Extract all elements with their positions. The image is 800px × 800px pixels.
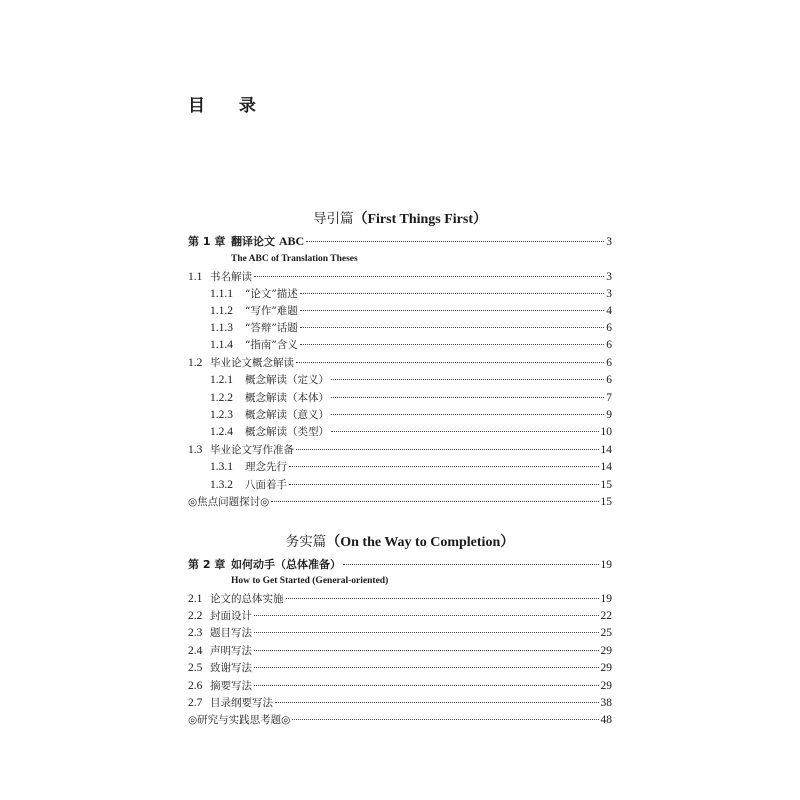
section-title: 目录纲要写法	[210, 697, 273, 709]
page-number: 19	[600, 593, 612, 605]
dot-leader	[300, 293, 605, 294]
toc-entry[interactable]	[188, 608, 612, 625]
dot-leader	[296, 449, 599, 450]
dot-leader	[254, 632, 599, 633]
toc-entry[interactable]	[188, 269, 612, 286]
part-heading	[188, 530, 612, 551]
section-title: 概念解读（意义）	[245, 409, 329, 421]
part-heading-cn: 务实篇	[285, 534, 327, 550]
page-number: 15	[600, 479, 612, 491]
toc-entry[interactable]	[188, 442, 612, 459]
chapter-entry[interactable]	[188, 556, 612, 573]
page-number: 4	[606, 305, 612, 317]
part-heading-cn: 导引篇	[312, 211, 354, 227]
section-number: 1.2.4	[210, 426, 233, 438]
page-number: 9	[606, 409, 612, 421]
dot-leader	[343, 564, 599, 565]
section-number: 1.2	[188, 357, 203, 369]
section-title: 概念解读（类型）	[245, 426, 329, 438]
dot-leader	[306, 241, 604, 242]
toc-entry[interactable]	[210, 303, 612, 320]
section-number: 1.1.4	[210, 339, 233, 351]
part-heading-en: （First Things First）	[353, 212, 488, 227]
section-title: “写作”难题	[245, 305, 298, 317]
page-number: 19	[600, 559, 612, 571]
dot-leader	[271, 501, 598, 502]
toc-entry[interactable]	[188, 625, 612, 642]
chapter-number: 第 1 章	[188, 235, 226, 248]
toc-entry[interactable]	[210, 477, 612, 494]
section-number: 1.2.2	[210, 392, 233, 404]
section-title: 毕业论文概念解读	[210, 357, 294, 369]
section-number: 1.3.1	[210, 461, 233, 473]
section-number: 1.1	[188, 271, 203, 283]
page-number: 22	[600, 610, 612, 622]
dot-leader	[331, 397, 604, 398]
page-number: 29	[600, 662, 612, 674]
section-number: 1.2.3	[210, 409, 233, 421]
chapter-number: 第 2 章	[188, 558, 226, 571]
dot-leader	[331, 379, 604, 380]
page-title: 目 录	[188, 96, 270, 116]
section-title: 八面着手	[245, 479, 287, 491]
page-number: 6	[606, 374, 612, 386]
section-title: ◎研究与实践思考题◎	[188, 714, 291, 726]
section-title: 声明写法	[210, 645, 252, 657]
toc-entry[interactable]	[210, 320, 612, 337]
toc-entry[interactable]	[188, 678, 612, 695]
part-heading-en: （On the Way to Completion）	[326, 535, 515, 550]
chapter-title-cn: 翻译论文	[231, 235, 275, 248]
section-number: 2.3	[188, 627, 203, 639]
page-number: 15	[600, 496, 612, 508]
toc-entry[interactable]	[210, 286, 612, 303]
section-number: 2.5	[188, 662, 203, 674]
dot-leader	[289, 466, 599, 467]
toc-entry[interactable]	[188, 355, 612, 372]
toc-entry-exercises[interactable]	[188, 712, 612, 729]
section-number: 1.1.2	[210, 305, 233, 317]
chapter-title-latin: ABC	[278, 234, 305, 248]
page-number: 29	[600, 645, 612, 657]
chapter-subtitle: How to Get Started (General-oriented)	[231, 576, 389, 586]
page-number: 10	[600, 426, 612, 438]
page-number: 6	[606, 357, 612, 369]
part-heading	[188, 207, 612, 228]
dot-leader	[254, 615, 599, 616]
section-title: “论文”描述	[245, 288, 298, 300]
section-title: 毕业论文写作准备	[210, 444, 294, 456]
chapter-entry[interactable]	[188, 233, 612, 250]
page-number: 38	[600, 697, 612, 709]
section-number: 1.1.3	[210, 322, 233, 334]
page-number: 48	[600, 714, 612, 726]
toc-entry[interactable]	[210, 407, 612, 424]
section-number: 2.2	[188, 610, 203, 622]
section-title: 理念先行	[245, 461, 287, 473]
page-number: 14	[600, 444, 612, 456]
section-title: 封面设计	[210, 610, 252, 622]
section-title: 摘要写法	[210, 680, 252, 692]
page-number: 6	[606, 339, 612, 351]
page-number: 7	[606, 392, 612, 404]
page-number: 25	[600, 627, 612, 639]
section-title: “答辩”话题	[245, 322, 298, 334]
section-title: 概念解读（定义）	[245, 374, 329, 386]
section-number: 1.3	[188, 444, 203, 456]
section-number: 1.3.2	[210, 479, 233, 491]
toc-entry[interactable]	[188, 695, 612, 712]
chapter-title: 如何动手（总体准备）	[231, 558, 341, 571]
dot-leader	[296, 362, 604, 363]
section-title: “指南”含义	[245, 339, 298, 351]
page-number: 14	[600, 461, 612, 473]
section-title: 概念解读（本体）	[245, 392, 329, 404]
toc-entry[interactable]	[188, 643, 612, 660]
section-title: 论文的总体实施	[210, 593, 284, 605]
dot-leader	[254, 650, 599, 651]
dot-leader	[300, 310, 605, 311]
section-number: 1.1.1	[210, 288, 233, 300]
section-number: 2.7	[188, 697, 203, 709]
dot-leader	[300, 327, 605, 328]
dot-leader	[275, 702, 599, 703]
toc-entry[interactable]	[210, 372, 612, 389]
toc-entry[interactable]	[188, 591, 612, 608]
toc-entry-discussion[interactable]	[188, 494, 612, 511]
toc-entry[interactable]	[210, 337, 612, 354]
section-title: 书名解读	[210, 271, 252, 283]
section-title: 题目写法	[210, 627, 252, 639]
chapter-title	[231, 233, 304, 250]
dot-leader	[292, 719, 598, 720]
page-number: 3	[606, 236, 612, 248]
page-number: 3	[606, 271, 612, 283]
section-title: 致谢写法	[210, 662, 252, 674]
toc-entry[interactable]	[210, 390, 612, 407]
page-number: 6	[606, 322, 612, 334]
toc-entry[interactable]	[188, 660, 612, 677]
page-number: 3	[606, 288, 612, 300]
toc-entry[interactable]	[210, 424, 612, 441]
dot-leader	[254, 276, 604, 277]
dot-leader	[331, 414, 604, 415]
section-number: 2.4	[188, 645, 203, 657]
dot-leader	[331, 431, 599, 432]
dot-leader	[300, 344, 605, 345]
section-number: 2.6	[188, 680, 203, 692]
section-number: 1.2.1	[210, 374, 233, 386]
dot-leader	[286, 598, 599, 599]
page-number: 29	[600, 680, 612, 692]
toc-entry[interactable]	[210, 459, 612, 476]
chapter-subtitle: The ABC of Translation Theses	[231, 254, 358, 264]
dot-leader	[254, 685, 599, 686]
section-title: ◎焦点问题探讨◎	[188, 496, 270, 508]
dot-leader	[289, 484, 599, 485]
section-number: 2.1	[188, 593, 203, 605]
dot-leader	[254, 667, 599, 668]
